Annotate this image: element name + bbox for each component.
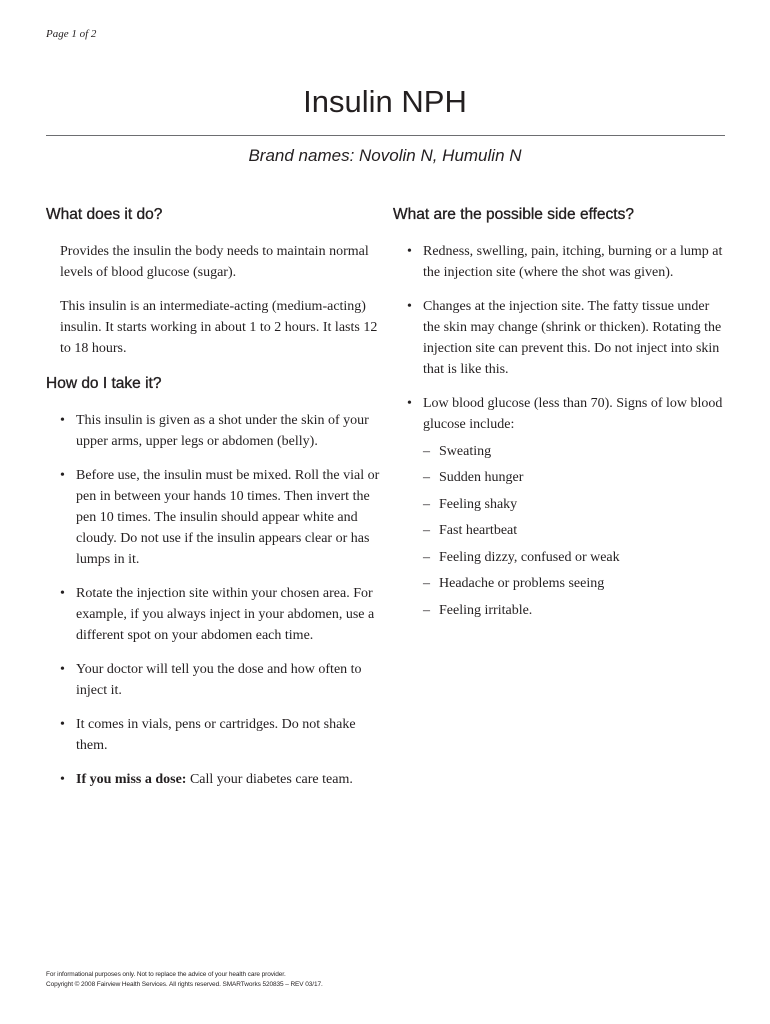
how-do-i-take-it-heading: How do I take it? [46, 375, 162, 392]
what-does-it-do-heading: What does it do? [46, 206, 163, 223]
side-effects-heading: What are the possible side effects? [393, 206, 634, 223]
list-item: • Your doctor will tell you the dose and how often to inject it. [46, 659, 381, 701]
left-column [46, 206, 381, 790]
footer-disclaimer: For informational purposes only. Not to replace the advice of your health care provider. [46, 971, 286, 978]
list-item: • Redness, swelling, pain, itching, burning or a lump at the injection site (where the shot was given). [393, 241, 723, 283]
sub-list-item: – Sweating [393, 441, 723, 462]
right-column [393, 206, 723, 621]
what-paragraph: This insulin is an intermediate-acting (medium-acting) insulin. It starts working in about 1 to 2 hours. It lasts 12 to 18 hours. [60, 299, 378, 356]
low-glucose-signs-list [393, 441, 723, 621]
missed-dose-text: Call your diabetes care team. [189, 772, 353, 787]
sub-list-item: – Feeling irritable. [393, 600, 723, 621]
sub-list-item: – Feeling shaky [393, 494, 723, 515]
list-item: • It comes in vials, pens or cartridges. Do not shake them. [46, 714, 381, 756]
list-item: • Low blood glucose (less than 70). Signs of low blood glucose include: [393, 393, 723, 435]
footer [46, 970, 323, 990]
how-list [46, 410, 381, 790]
what-paragraph: Provides the insulin the body needs to maintain normal levels of blood glucose (sugar). [60, 244, 369, 280]
page-number: Page 1 of 2 [46, 28, 97, 40]
side-effects-list [393, 241, 723, 435]
page-title: Insulin NPH [303, 84, 467, 119]
brand-names: Brand names: Novolin N, Humulin N [248, 146, 522, 165]
list-item-missed-dose [46, 769, 381, 790]
missed-dose-label: If you miss a dose: [76, 772, 187, 787]
sub-list-item: – Fast heartbeat [393, 520, 723, 541]
sub-list-item: – Sudden hunger [393, 467, 723, 488]
title-divider [46, 135, 725, 136]
footer-copyright: Copyright © 2008 Fairview Health Services. All rights reserved. SMARTworks 520835 – REV 03/17. [46, 981, 323, 988]
list-item: • Changes at the injection site. The fatty tissue under the skin may change (shrink or thicken). Rotating the injection site can prevent this. Do not inject into skin that is like this. [393, 296, 723, 380]
sub-list-item: – Headache or problems seeing [393, 573, 723, 594]
sub-list-item: – Feeling dizzy, confused or weak [393, 547, 723, 568]
list-item: • This insulin is given as a shot under the skin of your upper arms, upper legs or abdomen (belly). [46, 410, 381, 452]
list-item: • Rotate the injection site within your chosen area. For example, if you always inject in your abdomen, use a different spot on your abdomen each time. [46, 583, 381, 646]
list-item: • Before use, the insulin must be mixed. Roll the vial or pen in between your hands 10 times. Then invert the pen 10 times. The insulin should appear white and cloudy. Do not use if the insulin appears clear or has lumps in it. [46, 465, 381, 570]
